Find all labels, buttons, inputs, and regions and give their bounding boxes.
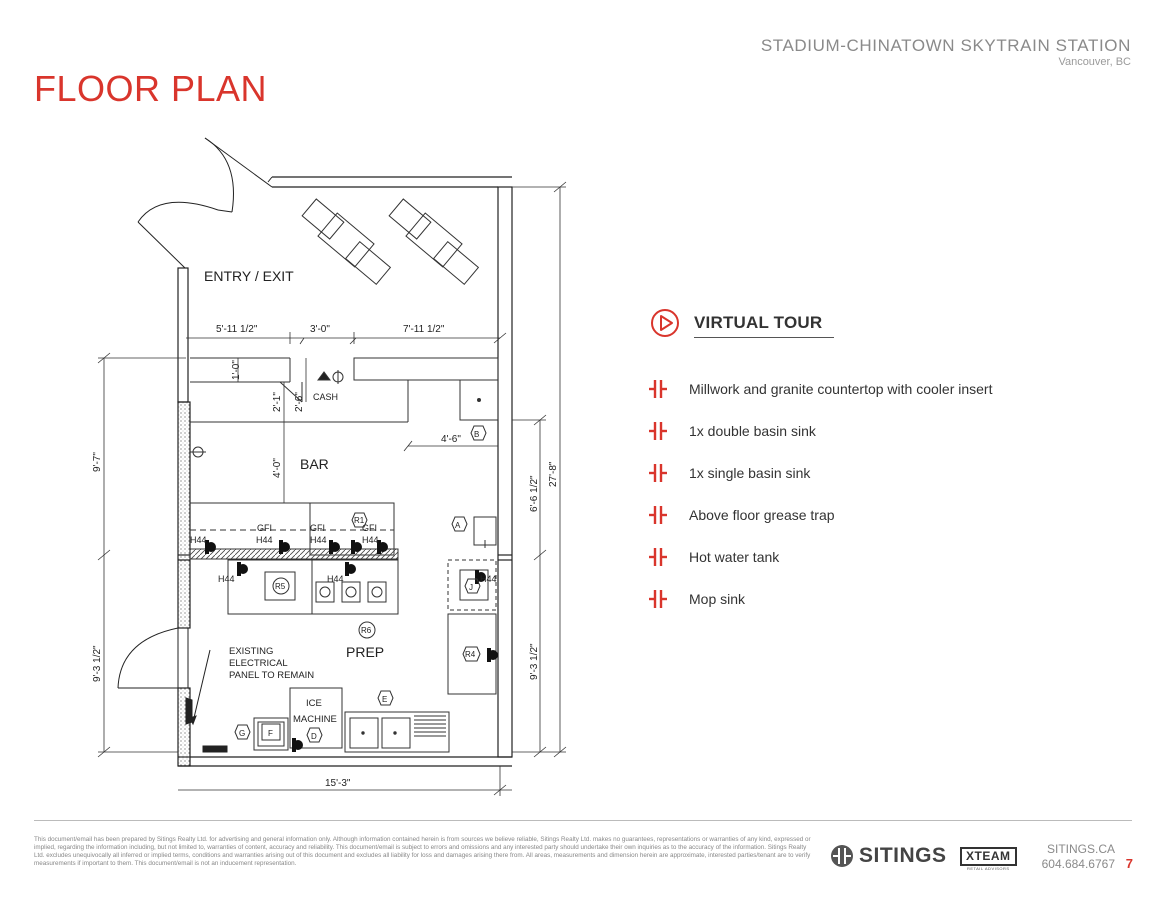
sitings-bullet-icon bbox=[648, 463, 668, 483]
gfi-label: GFI bbox=[310, 523, 325, 533]
station-title: STADIUM-CHINATOWN SKYTRAIN STATION bbox=[760, 36, 1131, 55]
feature-text: Above floor grease trap bbox=[689, 507, 835, 523]
panel-label-2: ELECTRICAL bbox=[229, 658, 288, 669]
tag-r1: R1 bbox=[354, 516, 365, 525]
footer-divider bbox=[34, 820, 1132, 821]
dim-right-upper: 6'-6 1/2" bbox=[529, 475, 540, 512]
feature-text: Mop sink bbox=[689, 591, 746, 607]
dim-4ft: 4'-0" bbox=[272, 458, 283, 478]
dim-4ft6: 4'-6" bbox=[441, 434, 461, 445]
list-item bbox=[648, 536, 992, 578]
list-item bbox=[648, 494, 992, 536]
ice-label-1: ICE bbox=[306, 698, 322, 709]
feature-list bbox=[648, 368, 992, 620]
sitings-logo-text: SITINGS bbox=[859, 844, 947, 867]
h44-label: H44 bbox=[480, 574, 497, 584]
dim-left-upper: 9'-7" bbox=[92, 452, 103, 472]
sitings-bullet-icon bbox=[648, 589, 668, 609]
list-item bbox=[648, 578, 992, 620]
sitings-bullet-icon bbox=[648, 547, 668, 567]
play-icon bbox=[650, 308, 680, 338]
right-side-equipment bbox=[448, 517, 496, 694]
feature-text: 1x double basin sink bbox=[689, 423, 816, 439]
xteam-logo-subtext: RETAIL ADVISORS bbox=[966, 866, 1010, 871]
dim-1ft: 1'-0" bbox=[231, 360, 242, 380]
dim-right-lower: 9'-3 1/2" bbox=[529, 643, 540, 680]
dimension-lines bbox=[98, 182, 566, 796]
dim-right-total: 27'-8" bbox=[548, 461, 559, 487]
page-title: FLOOR PLAN bbox=[34, 68, 268, 109]
list-item bbox=[648, 368, 992, 410]
panel-label-3: PANEL TO REMAIN bbox=[229, 670, 315, 681]
tag-d: D bbox=[311, 732, 317, 741]
tag-a: A bbox=[455, 521, 461, 530]
h44-label: H44 bbox=[190, 535, 207, 545]
contact-info bbox=[1042, 842, 1115, 872]
panel-label-1: EXISTING bbox=[229, 646, 274, 657]
page-number: 7 bbox=[1125, 856, 1133, 871]
station-location: Vancouver, BC bbox=[1058, 56, 1131, 68]
xteam-logo-text: XTEAM bbox=[960, 847, 1017, 866]
tag-r4: R4 bbox=[465, 650, 476, 659]
dim-2ft6: 2'-6" bbox=[294, 392, 305, 412]
gfi-label: GFI bbox=[362, 523, 377, 533]
cash-label: CASH bbox=[313, 392, 339, 402]
tag-g: G bbox=[239, 729, 246, 738]
h44-label: H44 bbox=[310, 535, 327, 545]
tag-r6: R6 bbox=[361, 626, 372, 635]
phone-number: 604.684.6767 bbox=[1041, 857, 1115, 871]
xteam-logo bbox=[960, 847, 1017, 871]
dim-top-mid: 3'-0" bbox=[310, 324, 330, 335]
tag-b: B bbox=[474, 430, 480, 439]
room-label-entry: ENTRY / EXIT bbox=[204, 268, 294, 284]
website-link[interactable]: SITINGS.CA bbox=[1046, 842, 1115, 856]
ice-label-2: MACHINE bbox=[293, 714, 337, 725]
tag-r5: R5 bbox=[275, 582, 286, 591]
sitings-logo bbox=[830, 844, 947, 868]
feature-text: Millwork and granite countertop with cooler insert bbox=[689, 381, 993, 397]
h44-label: H44 bbox=[327, 574, 344, 584]
room-label-bar: BAR bbox=[300, 456, 329, 472]
prep-island bbox=[228, 560, 398, 614]
prep-door bbox=[118, 628, 188, 688]
virtual-tour-label: VIRTUAL TOUR bbox=[694, 313, 823, 332]
virtual-tour-link[interactable] bbox=[650, 308, 822, 338]
virtual-tour-underline bbox=[694, 337, 834, 338]
dim-bottom: 15'-3" bbox=[325, 778, 351, 789]
dim-top-left: 5'-11 1/2" bbox=[216, 324, 258, 335]
tag-f: F bbox=[268, 729, 273, 738]
sitings-logo-icon bbox=[830, 844, 854, 868]
gfi-label: GFI bbox=[257, 523, 272, 533]
tag-e: E bbox=[382, 695, 388, 704]
lounge-chairs bbox=[302, 199, 478, 284]
list-item bbox=[648, 452, 992, 494]
feature-text: Hot water tank bbox=[689, 549, 780, 565]
back-counter bbox=[254, 688, 449, 752]
room-label-prep: PREP bbox=[346, 644, 385, 660]
entry-door bbox=[138, 138, 272, 268]
electrical-panel bbox=[186, 650, 227, 752]
sitings-bullet-icon bbox=[648, 505, 668, 525]
dim-2ft1: 2'-1" bbox=[272, 392, 283, 412]
footer-disclaimer: This document/email has been prepared by Sitings Realty Ltd. for advertising and general information only. Although information contained herein is from sources we believe reliable, Sitings Realty Ltd. makes no guarantees, representations or warranties of any kind, expressed or implied, regarding the information including, but not limited to, warranties of content, accuracy and reliability. This document/email is subject to errors and omissions and any interested party should undertake their own inquiries as to the accuracy of the information. Sitings Realty Ltd. excludes unequivocally all inferred or implied terms, conditions and warranties arising out of this document and excludes all liability for loss and damages arising there from. All areas, measurements and dimension herein are approximate, interested parties/tenant are to verify measurements if important to them. This document/email is not an inducement representation. bbox=[34, 836, 811, 867]
list-item bbox=[648, 410, 992, 452]
sitings-bullet-icon bbox=[648, 421, 668, 441]
feature-text: 1x single basin sink bbox=[689, 465, 811, 481]
h44-label: H44 bbox=[218, 574, 235, 584]
sitings-bullet-icon bbox=[648, 379, 668, 399]
dim-left-lower: 9'-3 1/2" bbox=[92, 645, 103, 682]
dim-top-right: 7'-11 1/2" bbox=[403, 324, 445, 335]
tag-j: J bbox=[469, 583, 473, 592]
h44-label: H44 bbox=[362, 535, 379, 545]
h44-label: H44 bbox=[256, 535, 273, 545]
